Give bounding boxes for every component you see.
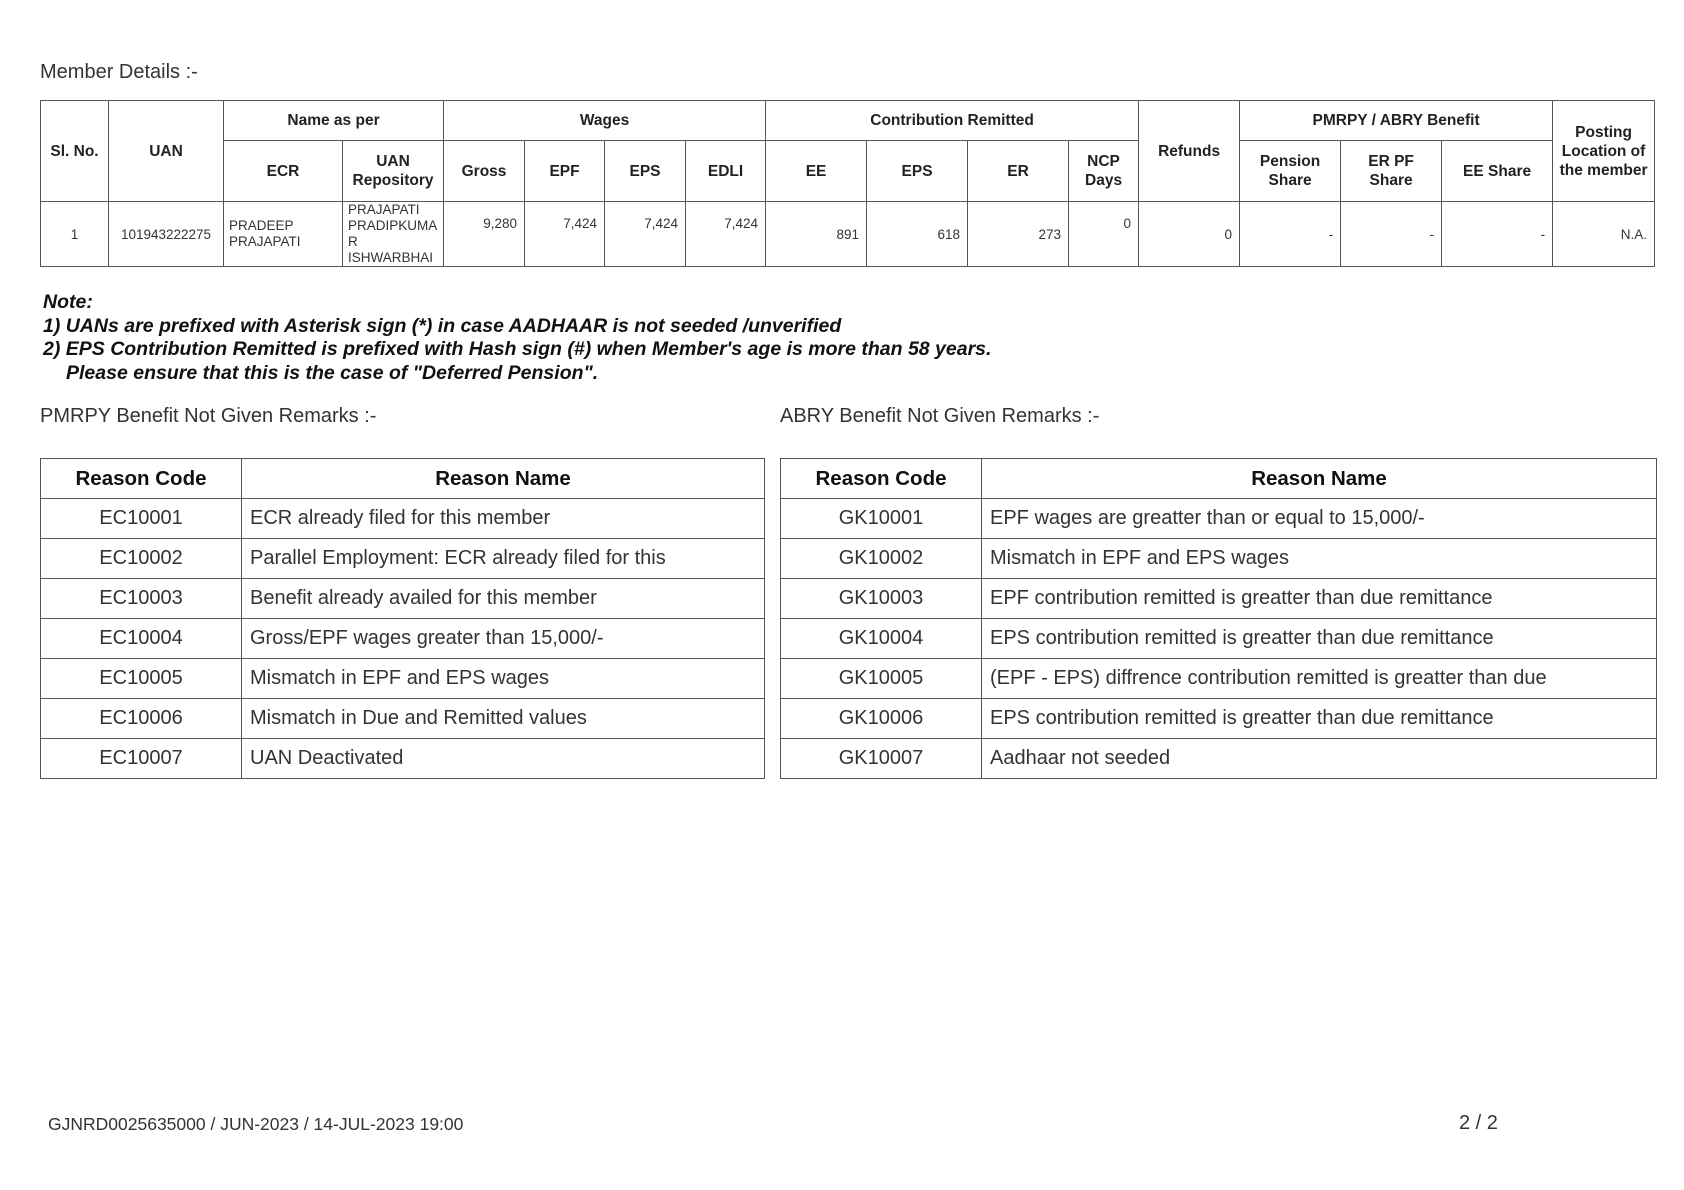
cell-ee-share: -: [1442, 202, 1553, 267]
reason-code: EC10005: [41, 659, 242, 699]
reason-name: Aadhaar not seeded: [982, 739, 1657, 779]
reason-name: Mismatch in EPF and EPS wages: [242, 659, 765, 699]
table-row: [781, 579, 1657, 619]
cell-refunds: 0: [1139, 202, 1240, 267]
reason-name: ECR already filed for this member: [242, 499, 765, 539]
member-details-table: [40, 100, 1655, 267]
reason-code: EC10002: [41, 539, 242, 579]
reason-code: GK10004: [781, 619, 982, 659]
table-row: [781, 619, 1657, 659]
cell-posting-location: N.A.: [1553, 202, 1655, 267]
cell-ecr-name: PRADEEP PRAJAPATI: [224, 202, 343, 267]
page-number: 2 / 2: [1459, 1112, 1498, 1134]
header-pension-share: Pension Share: [1240, 141, 1341, 202]
note-line-3: Please ensure that this is the case of "Deferred Pension".: [66, 361, 599, 384]
header-uan-repository: UAN Repository: [343, 141, 444, 202]
reason-name: Mismatch in Due and Remitted values: [242, 699, 765, 739]
table-row: [41, 579, 765, 619]
reason-name: Benefit already availed for this member: [242, 579, 765, 619]
footer-establishment-info: GJNRD0025635000 / JUN-2023 / 14-JUL-2023 19:00: [48, 1114, 464, 1134]
header-contribution-eps: EPS: [867, 141, 968, 202]
header-refunds: Refunds: [1139, 101, 1240, 202]
header-epf: EPF: [525, 141, 605, 202]
table-row: [781, 659, 1657, 699]
abry-remarks-title: ABRY Benefit Not Given Remarks :-: [780, 405, 1100, 427]
reason-code: EC10007: [41, 739, 242, 779]
cell-ncp-days: 0: [1069, 202, 1139, 267]
header-sl-no: Sl. No.: [41, 101, 109, 202]
member-details-title: Member Details :-: [40, 61, 198, 83]
reason-name: Parallel Employment: ECR already filed for this: [242, 539, 765, 579]
reason-code: GK10005: [781, 659, 982, 699]
header-er-pf-share: ER PF Share: [1341, 141, 1442, 202]
header-ee: EE: [766, 141, 867, 202]
cell-er-pf-share: -: [1341, 202, 1442, 267]
reason-code: EC10006: [41, 699, 242, 739]
header-name-as-per: Name as per: [224, 101, 444, 141]
table-row: [781, 699, 1657, 739]
cell-gross: 9,280: [444, 202, 525, 267]
reason-code: EC10003: [41, 579, 242, 619]
reason-name: (EPF - EPS) diffrence contribution remitted is greatter than due: [982, 659, 1657, 699]
pmrpy-header-reason-name: Reason Name: [242, 459, 765, 499]
cell-pension-share: -: [1240, 202, 1341, 267]
cell-edli: 7,424: [686, 202, 766, 267]
header-pmrpy-abry-benefit: PMRPY / ABRY Benefit: [1240, 101, 1553, 141]
cell-eps: 7,424: [605, 202, 686, 267]
table-row: [41, 499, 765, 539]
reason-name: EPF contribution remitted is greatter than due remittance: [982, 579, 1657, 619]
header-ecr: ECR: [224, 141, 343, 202]
reason-name: Gross/EPF wages greater than 15,000/-: [242, 619, 765, 659]
cell-uan-repository-name: PRAJAPATI PRADIPKUMA R ISHWARBHAI: [343, 202, 444, 267]
reason-code: EC10001: [41, 499, 242, 539]
pmrpy-reason-table: [40, 458, 765, 779]
reason-code: GK10001: [781, 499, 982, 539]
reason-code: GK10003: [781, 579, 982, 619]
cell-epf: 7,424: [525, 202, 605, 267]
header-ee-share: EE Share: [1442, 141, 1553, 202]
reason-code: EC10004: [41, 619, 242, 659]
cell-er: 273: [968, 202, 1069, 267]
table-row: [41, 699, 765, 739]
header-uan: UAN: [109, 101, 224, 202]
reason-name: EPS contribution remitted is greatter than due remittance: [982, 699, 1657, 739]
header-wages: Wages: [444, 101, 766, 141]
table-row: [41, 619, 765, 659]
cell-contribution-eps: 618: [867, 202, 968, 267]
reason-name: EPF wages are greatter than or equal to 15,000/-: [982, 499, 1657, 539]
header-ncp-days: NCP Days: [1069, 141, 1139, 202]
cell-ee: 891: [766, 202, 867, 267]
reason-code: GK10007: [781, 739, 982, 779]
note-line-1: 1) UANs are prefixed with Asterisk sign (*) in case AADHAAR is not seeded /unverified: [43, 314, 842, 337]
header-gross: Gross: [444, 141, 525, 202]
table-row: [781, 539, 1657, 579]
pmrpy-header-reason-code: Reason Code: [41, 459, 242, 499]
table-row: [41, 739, 765, 779]
abry-reason-table: [780, 458, 1657, 779]
note-line-2: 2) EPS Contribution Remitted is prefixed with Hash sign (#) when Member's age is more than 58 years.: [43, 338, 992, 360]
reason-name: EPS contribution remitted is greatter than due remittance: [982, 619, 1657, 659]
table-row: [781, 739, 1657, 779]
header-eps: EPS: [605, 141, 686, 202]
cell-sl-no: 1: [41, 202, 109, 267]
note-block: [43, 291, 991, 385]
reason-name: Mismatch in EPF and EPS wages: [982, 539, 1657, 579]
table-row: [41, 202, 1655, 267]
header-contribution-remitted: Contribution Remitted: [766, 101, 1139, 141]
header-posting-location: Posting Location of the member: [1553, 101, 1655, 202]
note-heading: Note:: [43, 291, 93, 313]
abry-header-reason-name: Reason Name: [982, 459, 1657, 499]
table-row: [781, 499, 1657, 539]
table-row: [41, 539, 765, 579]
cell-uan: 101943222275: [109, 202, 224, 267]
abry-header-reason-code: Reason Code: [781, 459, 982, 499]
table-row: [41, 659, 765, 699]
header-edli: EDLI: [686, 141, 766, 202]
pmrpy-remarks-title: PMRPY Benefit Not Given Remarks :-: [40, 405, 377, 427]
header-er: ER: [968, 141, 1069, 202]
reason-code: GK10002: [781, 539, 982, 579]
reason-code: GK10006: [781, 699, 982, 739]
reason-name: UAN Deactivated: [242, 739, 765, 779]
